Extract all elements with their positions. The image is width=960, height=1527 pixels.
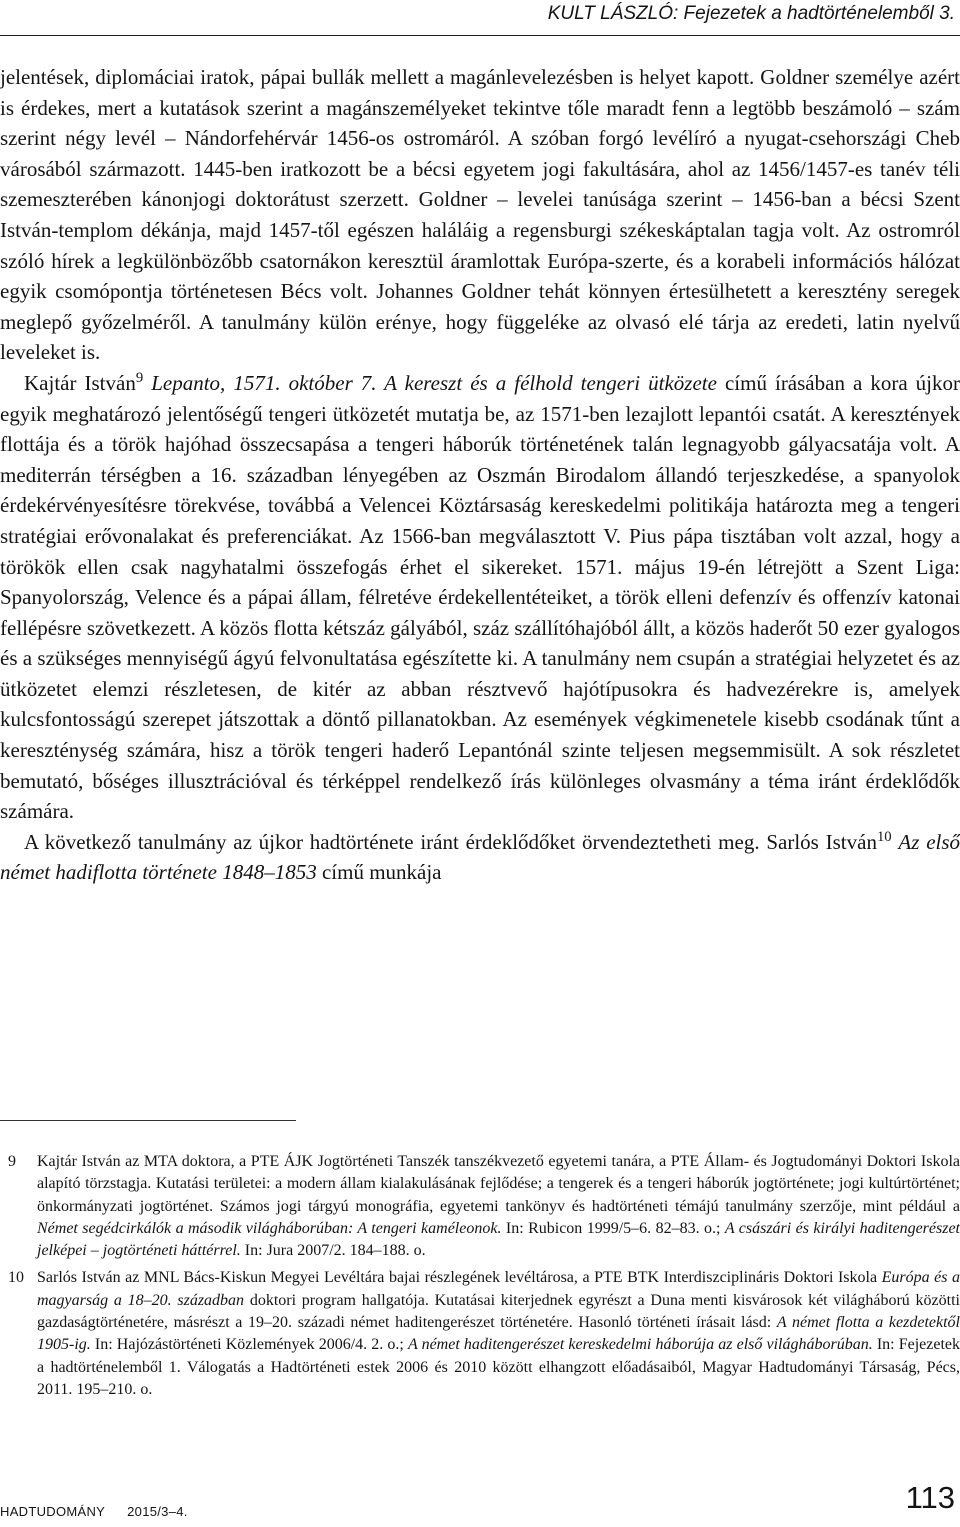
footnote-text-part: Sarlós István az MNL Bács-Kiskun Megyei Levéltára bajai részlegének levéltárosa, a PTE BTK Interdiszciplináris Doktori Iskola	[37, 1269, 882, 1287]
footer	[0, 1504, 210, 1519]
paragraph-2	[0, 368, 960, 827]
paragraph-3-start: A következő tanulmány az újkor hadtörténete iránt érdeklődőket örvendeztetheti meg. Sarlós István	[24, 829, 877, 854]
footnote-rule	[0, 1120, 296, 1121]
footnote-number: 9	[8, 1153, 16, 1170]
footnote-10	[0, 1267, 960, 1401]
footnote-text-part: doktori program hallgatója. Kutatásai kiterjednek egyrészt a Duna menti kisvárosok két világháború közötti gazdaságtörténetére, másrészt a 19–20. századi német haditengerészet történetére. Hasonló történeti írásait lásd:	[37, 1291, 960, 1332]
header-rule	[0, 35, 960, 36]
paragraph-3-end: című munkája	[316, 860, 442, 885]
footnote-text	[37, 1151, 960, 1262]
main-text	[0, 62, 960, 888]
footnote-text	[37, 1267, 960, 1401]
footnote-text-part: In: Jura 2007/2. 184–188. o.	[240, 1242, 426, 1260]
paragraph-1: jelentések, diplomáciai iratok, pápai bullák mellett a magánlevelezésben is helyet kapott. Goldner személye azért is érdekes, mert a kutatások szerint a magánszemélyeket tekintve tőle maradt fenn a legtöbb beszámoló – szám szerint négy levél – Nándorfehérvár 1456-os ostromáról. A szóban forgó levélíró a nyugat-csehországi Cheb városából származott. 1445-ben iratkozott be a bécsi egyetem jogi fakultására, ahol az 1456/1457-es tanév téli szemeszterében kánonjogi doktorátust szerzett. Goldner – levelei tanúsága szerint – 1456-ban a bécsi Szent István-templom dékánja, majd 1457-től egészen haláláig a regensburgi székeskáptalan tagja volt. Az ostromról szóló hírek a legkülönbözőbb csatornákon keresztül áramlottak Európa-szerte, és a korabeli információs hálózat egyik csomópontja történetesen Bécs volt. Johannes Goldner tehát könnyen értesülhetett a keresztény seregek meglepő győzelméről. A tanulmány külön erénye, hogy függeléke az olvasó elé tárja az eredeti, latin nyelvű leveleket is.	[0, 65, 960, 365]
footnote-text-part: In: Hajózástörténeti Közlemények 2006/4. 2. o.;	[90, 1336, 408, 1354]
article-title: Az első német hadiflotta története 1848–1853	[0, 829, 960, 885]
footnote-ref-10[interactable]: 10	[876, 828, 892, 845]
footnote-number: 10	[8, 1269, 24, 1287]
footnotes	[0, 1151, 960, 1406]
footnote-text-part: Kajtár István az MTA doktora, a PTE ÁJK Jogtörténeti Tanszék tanszékvezető egyetemi tanára, a PTE Állam- és Jogtudományi Doktori Iskola alapító törzstagja. Kutatási területei: a modern állam kialakulásának fejlődése; a tengerek és a tengeri háborúk jogtörténete; jogi kultúrtörténet; önkormányzati jogtörténet. Számos jogi tárgyú monográfia, egyetemi tankönyv és hadtörténeti témájú tanulmány szerzője, mint például a	[37, 1153, 960, 1215]
author-name: Kajtár István	[24, 370, 136, 395]
footnote-text-part: In: Rubicon 1999/5–6. 82–83. o.;	[501, 1219, 725, 1237]
footnote-9	[0, 1151, 960, 1262]
footnote-ref-9[interactable]: 9	[135, 369, 144, 386]
cited-title: Német segédcirkálók a második világháborúban: A tengeri kaméleonok.	[37, 1219, 502, 1237]
page-number: 113	[905, 1480, 955, 1515]
article-title: Lepanto, 1571. október 7. A kereszt és a félhold tengeri ütközete	[151, 370, 717, 395]
paragraph-3	[0, 827, 960, 888]
cited-title: A császári és királyi haditengerészet jelképei – jogtörténeti háttérrel.	[37, 1219, 960, 1260]
cited-title: A német flotta a kezdetektől 1905-ig.	[37, 1314, 960, 1354]
journal-issue: 2015/3–4.	[127, 1504, 188, 1519]
cited-title: Európa és a magyarság a 18–20. században	[37, 1269, 960, 1309]
running-header: KULT LÁSZLÓ: Fejezetek a hadtörténelemből 3.	[547, 3, 955, 24]
cited-title: A német haditengerészet kereskedelmi háborúja az első világháborúban.	[407, 1336, 873, 1354]
paragraph-2-text: című írásában a kora újkor egyik meghatározó jelentőségű tengeri ütközetét mutatja be, az 1571-ben lezajlott lepantói csatát. A keresztények flottája és a török hajóhad összecsapása a tengeri háborúk történetének talán legnagyobb gályacsatája volt. A mediterrán térségben a 16. században lényegében az Oszmán Birodalom állandó terjeszkedése, a spanyolok érdekérvényesítésre törekvése, továbbá a Velencei Köztársaság kereskedelmi politikája határozta meg a tengeri stratégiai erővonalakat és preferenciákat. Az 1566-ban megválasztott V. Pius pápa tisztában volt azzal, hogy a törökök ellen csak nagyhatalmi összefogás érhet el sikereket. 1571. május 19-én létrejött a Szent Liga: Spanyolország, Velence és a pápai állam, félretéve érdekellentéteiket, a török elleni defenzív és offenzív katonai fellépésre szövetkezett. A közös flotta kétszáz gályából, száz szállítóhajóból állt, a közös haderőt 50 ezer gyalogos és a szükséges mennyiségű ágyú felvonultatása egészítette ki. A tanulmány nem csupán a stratégiai helyzetet és az ütközetet elemzi részletesen, de kitér az abban résztvevő hajótípusokra és hadvezérekre is, amelyek kulcsfontosságú szerepet játszottak a döntő pillanatokban. Az események végkimenetele kisebb csodának tűnt a kereszténység számára, hisz a török tengeri haderő Lepantónál szinte teljesen megsemmisült. A sok részletet bemutató, bőséges illusztrációval és térképpel rendelkező írás különleges olvasmány a téma iránt érdeklődők számára.	[0, 370, 960, 824]
footnote-text-part: In: Fejezetek a hadtörténelemből 1. Válogatás a Hadtörténeti estek 2006 és 2010 között elhangzott előadásaiból, Magyar Hadtudományi Társaság, Pécs, 2011. 195–210. o.	[37, 1336, 960, 1398]
journal-name: HADTUDOMÁNY	[0, 1504, 106, 1519]
